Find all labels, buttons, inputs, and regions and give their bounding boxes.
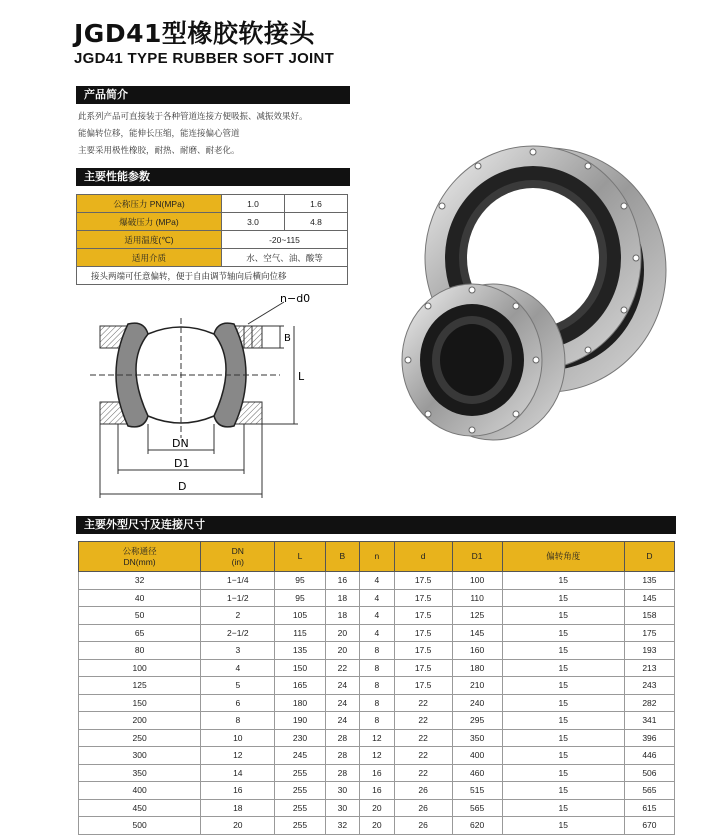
label-d1: D1 bbox=[174, 457, 190, 470]
table-cell: 282 bbox=[624, 694, 674, 712]
table-row bbox=[79, 729, 675, 747]
param-note: 接头两端可任意偏转，便于自由调节轴向后横向位移 bbox=[77, 267, 348, 285]
table-row bbox=[79, 694, 675, 712]
table-cell: 175 bbox=[624, 624, 674, 642]
table-cell: 500 bbox=[79, 817, 201, 835]
table-cell: 8 bbox=[360, 677, 395, 695]
table-cell: 620 bbox=[452, 817, 502, 835]
table-cell: 240 bbox=[452, 694, 502, 712]
table-cell: 10 bbox=[201, 729, 275, 747]
table-row bbox=[77, 231, 348, 249]
table-cell: 28 bbox=[325, 729, 360, 747]
table-cell: 20 bbox=[360, 799, 395, 817]
table-cell: 150 bbox=[275, 659, 325, 677]
intro-line: 此系列产品可直接装于各种管道连接方便吸振、减振效果好。 bbox=[78, 111, 308, 121]
table-cell: 15 bbox=[502, 642, 624, 660]
table-cell: 515 bbox=[452, 782, 502, 800]
table-cell: 350 bbox=[79, 764, 201, 782]
table-cell: 145 bbox=[624, 589, 674, 607]
table-cell: 16 bbox=[325, 572, 360, 590]
table-cell: 14 bbox=[201, 764, 275, 782]
table-cell: 26 bbox=[394, 782, 452, 800]
table-cell: 3 bbox=[201, 642, 275, 660]
cross-section-diagram bbox=[84, 290, 324, 510]
table-cell: 506 bbox=[624, 764, 674, 782]
table-row bbox=[79, 607, 675, 625]
label-d: D bbox=[178, 480, 187, 493]
table-cell: 350 bbox=[452, 729, 502, 747]
table-cell: 135 bbox=[624, 572, 674, 590]
table-cell: 28 bbox=[325, 747, 360, 765]
table-row bbox=[77, 267, 348, 285]
table-cell: 32 bbox=[325, 817, 360, 835]
column-header: DN (in) bbox=[201, 542, 275, 572]
table-cell: 6 bbox=[201, 694, 275, 712]
table-cell: 210 bbox=[452, 677, 502, 695]
table-cell: 15 bbox=[502, 694, 624, 712]
table-cell: 24 bbox=[325, 712, 360, 730]
table-cell: 20 bbox=[201, 817, 275, 835]
table-cell: 22 bbox=[394, 764, 452, 782]
table-cell: 17.5 bbox=[394, 607, 452, 625]
table-row bbox=[77, 249, 348, 267]
intro-line: 主要采用极性橡胶，耐热、耐磨、耐老化。 bbox=[78, 145, 240, 155]
table-row bbox=[77, 213, 348, 231]
column-header: n bbox=[360, 542, 395, 572]
column-header: B bbox=[325, 542, 360, 572]
table-row bbox=[79, 817, 675, 835]
table-cell: 300 bbox=[79, 747, 201, 765]
label-nd: n−d0 bbox=[280, 292, 311, 305]
table-cell: 160 bbox=[452, 642, 502, 660]
table-cell: 15 bbox=[502, 782, 624, 800]
table-cell: 180 bbox=[452, 659, 502, 677]
table-cell: 450 bbox=[79, 799, 201, 817]
table-cell: 20 bbox=[325, 624, 360, 642]
table-row bbox=[79, 782, 675, 800]
table-cell: 15 bbox=[502, 624, 624, 642]
table-cell: 105 bbox=[275, 607, 325, 625]
table-cell: 18 bbox=[201, 799, 275, 817]
param-label: 爆破压力 (MPa) bbox=[77, 213, 222, 231]
table-cell: 16 bbox=[360, 782, 395, 800]
table-row bbox=[79, 764, 675, 782]
table-cell: 8 bbox=[360, 659, 395, 677]
table-cell: 565 bbox=[452, 799, 502, 817]
table-cell: 670 bbox=[624, 817, 674, 835]
table-cell: 15 bbox=[502, 747, 624, 765]
table-cell: 255 bbox=[275, 817, 325, 835]
table-cell: 12 bbox=[360, 747, 395, 765]
table-cell: 15 bbox=[502, 572, 624, 590]
table-cell: 446 bbox=[624, 747, 674, 765]
table-cell: 4 bbox=[201, 659, 275, 677]
table-cell: 15 bbox=[502, 677, 624, 695]
table-row bbox=[79, 659, 675, 677]
table-cell: 396 bbox=[624, 729, 674, 747]
table-cell: 135 bbox=[275, 642, 325, 660]
table-cell: 295 bbox=[452, 712, 502, 730]
table-cell: 460 bbox=[452, 764, 502, 782]
table-cell: 158 bbox=[624, 607, 674, 625]
table-cell: 28 bbox=[325, 764, 360, 782]
table-cell: 22 bbox=[325, 659, 360, 677]
label-b: B bbox=[284, 333, 291, 344]
table-cell: 565 bbox=[624, 782, 674, 800]
table-cell: 615 bbox=[624, 799, 674, 817]
table-cell: 17.5 bbox=[394, 589, 452, 607]
table-cell: 15 bbox=[502, 799, 624, 817]
table-cell: 17.5 bbox=[394, 659, 452, 677]
table-cell: 40 bbox=[79, 589, 201, 607]
table-cell: 2 bbox=[201, 607, 275, 625]
table-cell: 18 bbox=[325, 607, 360, 625]
table-cell: 400 bbox=[79, 782, 201, 800]
table-cell: 245 bbox=[275, 747, 325, 765]
table-cell: 255 bbox=[275, 799, 325, 817]
table-cell: 15 bbox=[502, 589, 624, 607]
table-cell: 30 bbox=[325, 799, 360, 817]
performance-table bbox=[76, 194, 348, 285]
table-cell: 250 bbox=[79, 729, 201, 747]
table-row bbox=[77, 195, 348, 213]
table-cell: 18 bbox=[325, 589, 360, 607]
table-cell: 145 bbox=[452, 624, 502, 642]
table-cell: 17.5 bbox=[394, 642, 452, 660]
table-cell: 8 bbox=[360, 694, 395, 712]
section-bar-dimensions bbox=[76, 516, 676, 534]
intro-line: 能偏转位移，能伸长压缩，能连接偏心管道 bbox=[78, 128, 240, 138]
table-row bbox=[79, 712, 675, 730]
label-dn: DN bbox=[172, 437, 189, 450]
table-cell: 16 bbox=[360, 764, 395, 782]
table-cell: 20 bbox=[325, 642, 360, 660]
table-cell: 125 bbox=[452, 607, 502, 625]
table-cell: 17.5 bbox=[394, 677, 452, 695]
table-cell: 22 bbox=[394, 729, 452, 747]
table-cell: 15 bbox=[502, 729, 624, 747]
param-value: 1.6 bbox=[285, 195, 348, 213]
table-cell: 8 bbox=[201, 712, 275, 730]
table-cell: 2−1/2 bbox=[201, 624, 275, 642]
table-cell: 95 bbox=[275, 589, 325, 607]
table-cell: 1−1/4 bbox=[201, 572, 275, 590]
table-cell: 165 bbox=[275, 677, 325, 695]
table-cell: 8 bbox=[360, 712, 395, 730]
table-cell: 15 bbox=[502, 659, 624, 677]
param-label: 公称压力 PN(MPa) bbox=[77, 195, 222, 213]
param-label: 适用温度(℃) bbox=[77, 231, 222, 249]
page-title: JGD41型橡胶软接头 bbox=[74, 19, 315, 48]
table-cell: 15 bbox=[502, 607, 624, 625]
table-cell: 180 bbox=[275, 694, 325, 712]
table-cell: 230 bbox=[275, 729, 325, 747]
table-cell: 22 bbox=[394, 747, 452, 765]
table-cell: 80 bbox=[79, 642, 201, 660]
section-heading-intro: 产品简介 bbox=[76, 86, 128, 104]
table-cell: 8 bbox=[360, 642, 395, 660]
column-header: d bbox=[394, 542, 452, 572]
table-cell: 24 bbox=[325, 677, 360, 695]
table-cell: 16 bbox=[201, 782, 275, 800]
section-heading-dimensions: 主要外型尺寸及连接尺寸 bbox=[76, 516, 205, 534]
table-row bbox=[79, 677, 675, 695]
table-cell: 190 bbox=[275, 712, 325, 730]
table-cell: 193 bbox=[624, 642, 674, 660]
section-bar-intro bbox=[76, 86, 350, 104]
column-header: 公称通径 DN(mm) bbox=[79, 542, 201, 572]
param-value: 水、空气、油、酸等 bbox=[222, 249, 348, 267]
table-cell: 12 bbox=[201, 747, 275, 765]
table-cell: 65 bbox=[79, 624, 201, 642]
table-row bbox=[79, 572, 675, 590]
table-cell: 50 bbox=[79, 607, 201, 625]
page-subtitle: JGD41 TYPE RUBBER SOFT JOINT bbox=[74, 50, 335, 67]
table-cell: 15 bbox=[502, 764, 624, 782]
table-cell: 4 bbox=[360, 624, 395, 642]
table-cell: 15 bbox=[502, 817, 624, 835]
product-photo bbox=[388, 140, 678, 460]
param-value: 1.0 bbox=[222, 195, 285, 213]
table-cell: 20 bbox=[360, 817, 395, 835]
table-cell: 30 bbox=[325, 782, 360, 800]
table-cell: 243 bbox=[624, 677, 674, 695]
table-cell: 24 bbox=[325, 694, 360, 712]
table-row bbox=[79, 642, 675, 660]
column-header: 偏转角度 bbox=[502, 542, 624, 572]
table-cell: 200 bbox=[79, 712, 201, 730]
table-cell: 26 bbox=[394, 817, 452, 835]
table-header-row bbox=[79, 542, 675, 572]
table-cell: 100 bbox=[452, 572, 502, 590]
table-row bbox=[79, 589, 675, 607]
table-cell: 341 bbox=[624, 712, 674, 730]
table-cell: 115 bbox=[275, 624, 325, 642]
table-cell: 22 bbox=[394, 694, 452, 712]
table-cell: 5 bbox=[201, 677, 275, 695]
table-row bbox=[79, 624, 675, 642]
table-cell: 213 bbox=[624, 659, 674, 677]
column-header: L bbox=[275, 542, 325, 572]
param-label: 适用介质 bbox=[77, 249, 222, 267]
table-cell: 95 bbox=[275, 572, 325, 590]
dimensions-table bbox=[78, 541, 675, 835]
table-cell: 4 bbox=[360, 589, 395, 607]
table-cell: 100 bbox=[79, 659, 201, 677]
table-cell: 17.5 bbox=[394, 624, 452, 642]
column-header: D bbox=[624, 542, 674, 572]
section-bar-performance bbox=[76, 168, 350, 186]
label-l: L bbox=[298, 370, 305, 383]
column-header: D1 bbox=[452, 542, 502, 572]
table-cell: 15 bbox=[502, 712, 624, 730]
table-cell: 400 bbox=[452, 747, 502, 765]
table-row bbox=[79, 799, 675, 817]
table-cell: 4 bbox=[360, 607, 395, 625]
param-value: 4.8 bbox=[285, 213, 348, 231]
table-cell: 32 bbox=[79, 572, 201, 590]
table-cell: 110 bbox=[452, 589, 502, 607]
table-cell: 125 bbox=[79, 677, 201, 695]
table-cell: 1−1/2 bbox=[201, 589, 275, 607]
table-cell: 4 bbox=[360, 572, 395, 590]
table-cell: 17.5 bbox=[394, 572, 452, 590]
table-cell: 12 bbox=[360, 729, 395, 747]
table-cell: 255 bbox=[275, 782, 325, 800]
table-cell: 150 bbox=[79, 694, 201, 712]
table-cell: 22 bbox=[394, 712, 452, 730]
param-value: -20~115 bbox=[222, 231, 348, 249]
table-cell: 255 bbox=[275, 764, 325, 782]
table-row bbox=[79, 747, 675, 765]
table-cell: 26 bbox=[394, 799, 452, 817]
param-value: 3.0 bbox=[222, 213, 285, 231]
section-heading-performance: 主要性能参数 bbox=[76, 168, 150, 186]
